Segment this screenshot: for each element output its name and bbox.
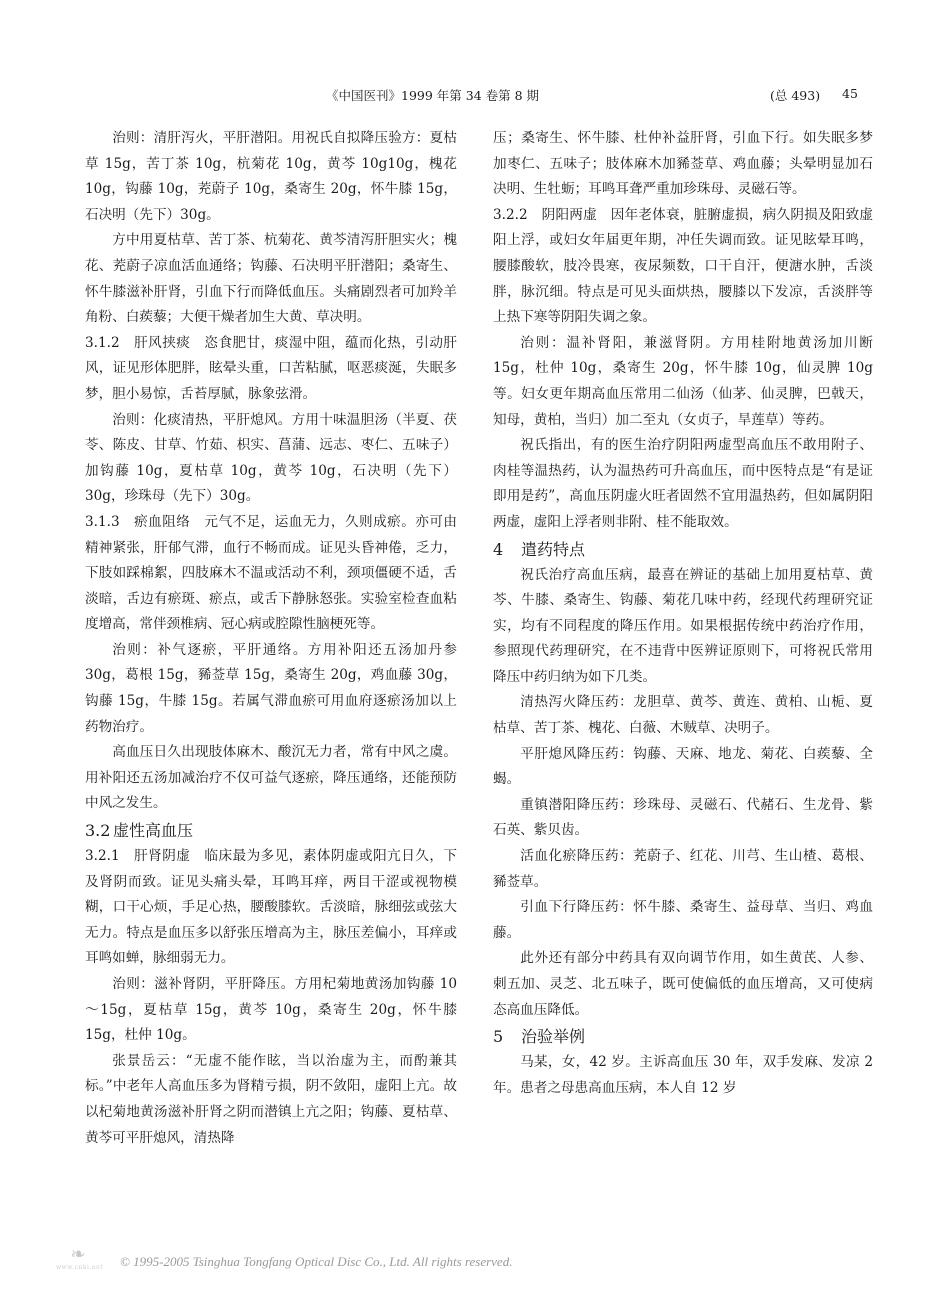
body-paragraph: 此外还有部分中药具有双向调节作用，如生黄芪、人参、刺五加、灵芝、北五味子，既可使偏低的血压增高，又可使病态高血压降低。 xyxy=(493,950,873,1018)
body-paragraph: 平肝熄风降压药：钩藤、天麻、地龙、菊花、白蒺藜、全蝎。 xyxy=(493,745,873,788)
right-column xyxy=(493,126,873,1101)
logo-url: www.cnki.net xyxy=(56,1264,104,1271)
section-title: 虚性高血压 xyxy=(113,821,194,841)
subsection-paragraph: 3.2.2 阴阳两虚 因年老体衰，脏腑虚损，病久阴损及阳致虚阳上浮，或妇女年届更年期，冲任失调而致。证见眩晕耳鸣，腰膝酸软，肢冷畏寒，夜尿频数，口干自汗，便溏水肿，舌淡胖，脉沉细。特点是可见头面烘热，腰膝以下发凉，舌淡胖等上热下寒等阴阳失调之象。 xyxy=(493,206,873,326)
body-paragraph: 清热泻火降压药：龙胆草、黄芩、黄连、黄柏、山栀、夏枯草、苦丁茶、槐花、白薇、木贼草、决明子。 xyxy=(493,694,873,737)
section-number: 4 xyxy=(493,539,504,559)
cnki-logo-icon xyxy=(52,1244,104,1270)
body-paragraph: 高血压日久出现肢体麻木、酸沉无力者，常有中风之虞。用补阳还五汤加减治疗不仅可益气逐瘀，降压通络，还能预防中风之发生。 xyxy=(85,744,457,812)
subsection-paragraph: 压；桑寄生、怀牛膝、杜仲补益肝肾，引血下行。如失眠多梦加枣仁、五味子；肢体麻木加豨莶草、鸡血藤；头晕明显加石决明、生牡蛎；耳鸣耳聋严重加珍珠母、灵磁石等。 xyxy=(493,130,873,198)
body-paragraph: 马某，女，42 岁。主诉高血压 30 年，双手发麻、发凉 2 年。患者之母患高血压病，本人自 12 岁 xyxy=(493,1054,873,1096)
page-number: 45 xyxy=(842,86,858,101)
section-title: 遣药特点 xyxy=(521,539,586,559)
body-paragraph: 祝氏治疗高血压病，最喜在辨证的基础上加用夏枯草、黄芩、牛膝、桑寄生、钩藤、菊花几味中药，经现代药理研究证实，均有不同程度的降压作用。如果根据传统中药治疗作用，参照现代药理研究，在不违背中医辨证原则下，可将祝氏常用降压中药归纳为如下几类。 xyxy=(493,566,873,685)
section-number: 5 xyxy=(493,1027,504,1047)
subsection-paragraph: 3.2.1 肝肾阴虚 临床最为多见，素体阴虚或阳亢日久，下及肾阴而致。证见头痛头晕，耳鸣耳痒，两目干涩或视物模糊，口干心烦，手足心热，腰酸膝软。舌淡暗，脉细弦或弦大无力。特点是血压多以舒张压增高为主，脉压差偏小，耳痒或耳鸣如蝉，脉细弱无力。 xyxy=(85,848,457,967)
body-paragraph: 方中用夏枯草、苦丁茶、杭菊花、黄芩清泻肝胆实火；槐花、茺蔚子凉血活血通络；钩藤、石决明平肝潜阳；桑寄生、怀牛膝滋补肝肾，引血下行而降低血压。头痛剧烈者可加羚羊角粉、白蒺藜；大便干燥者加生大黄、草决明。 xyxy=(85,232,457,326)
logo-glyph: ❧ xyxy=(70,1244,86,1265)
journal-title: 《中国医刊》1999 年第 34 卷第 8 期 xyxy=(326,88,540,103)
left-column xyxy=(85,126,457,1151)
body-paragraph: 治则：补气逐瘀，平肝通络。方用补阳还五汤加丹参 30g，葛根 15g，豨莶草 15g，桑寄生 20g，鸡血藤 30g，钩藤 15g，牛膝 15g。若属气滞血瘀可用血府逐瘀汤加以上药物治疗。 xyxy=(85,641,457,735)
section-heading xyxy=(493,536,873,563)
body-paragraph: 治则：化痰清热，平肝熄风。方用十味温胆汤（半夏、茯苓、陈皮、甘草、竹茹、枳实、菖蒲、远志、枣仁、五味子）加钩藤 10g，夏枯草 10g，黄芩 10g，石决明（先下）30g，珍珠母（先下）30g。 xyxy=(85,411,457,505)
section-title: 治验举例 xyxy=(521,1027,586,1047)
body-paragraph: 治则：滋补肾阴，平肝降压。方用杞菊地黄汤加钩藤 10～15g，夏枯草 15g，黄芩 10g，桑寄生 20g，怀牛膝 15g，杜仲 10g。 xyxy=(85,976,457,1044)
body-paragraph: 活血化瘀降压药：茺蔚子、红花、川芎、生山楂、葛根、豨莶草。 xyxy=(493,848,873,890)
subsection-paragraph: 3.1.3 瘀血阻络 元气不足，运血无力，久则成瘀。亦可由精神紧张，肝郁气滞，血行不畅而成。证见头昏神倦，乏力，下肢如踩棉絮，四肢麻木不温或活动不利，颈项僵硬不适，舌淡暗，舌边有瘀斑、瘀点，或舌下静脉怒张。实验室检查血粘度增高，常伴颈椎病、冠心病或腔隙性脑梗死等。 xyxy=(85,513,457,633)
page-header xyxy=(0,86,950,108)
body-paragraph: 治则：清肝泻火，平肝潜阳。用祝氏自拟降压验方：夏枯草 15g，苦丁茶 10g，杭菊花 10g，黄芩 10g10g，槐花 10g，钩藤 10g，茺蔚子 10g，桑寄生 20g，怀牛膝 15g，石决明（先下）30g。 xyxy=(85,130,457,223)
subsection-paragraph: 3.1.2 肝风挟痰 恣食肥甘，痰湿中阻，蕴而化热，引动肝风，证见形体肥胖，眩晕头重，口苦粘腻，呕恶痰涎，失眠多梦，胆小易惊，舌苔厚腻，脉象弦滑。 xyxy=(85,334,457,402)
section-number: 3.2 xyxy=(85,821,111,841)
body-paragraph: 张景岳云：“无虚不能作眩，当以治虚为主，而酌兼其标。”中老年人高血压多为肾精亏损，阴不敛阳，虚阳上亢。故以杞菊地黄汤滋补肝肾之阴而潜镇上亢之阳；钩藤、夏枯草、黄芩可平肝熄风，清热降 xyxy=(85,1052,457,1146)
body-paragraph: 治则：温补肾阳，兼滋肾阴。方用桂附地黄汤加川断 15g，杜仲 10g，桑寄生 20g，怀牛膝 10g，仙灵脾 10g 等。妇女更年期高血压常用二仙汤（仙茅、仙灵脾，巴戟天，知母，黄柏，当归）加二至丸（女贞子，旱莲草）等药。 xyxy=(493,334,873,428)
section-heading xyxy=(493,1023,873,1050)
page-footer xyxy=(0,1244,950,1284)
total-page-number: (总 493) xyxy=(770,88,821,103)
body-paragraph: 引血下行降压药：怀牛膝、桑寄生、益母草、当归、鸡血藤。 xyxy=(493,899,873,941)
body-paragraph: 重镇潜阳降压药：珍珠母、灵磁石、代赭石、生龙骨、紫石英、紫贝齿。 xyxy=(493,796,873,839)
body-paragraph: 祝氏指出，有的医生治疗阴阳两虚型高血压不敢用附子、肉桂等温热药，认为温热药可升高血压，而中医特点是“有是证即用是药”，高血压阴虚火旺者固然不宜用温热药，但如属阴阳两虚，虚阳上浮者则非附、桂不能取效。 xyxy=(493,437,873,530)
section-heading xyxy=(85,817,457,844)
copyright-text: © 1995-2005 Tsinghua Tongfang Optical Disc Co., Ltd. All rights reserved. xyxy=(120,1254,513,1269)
